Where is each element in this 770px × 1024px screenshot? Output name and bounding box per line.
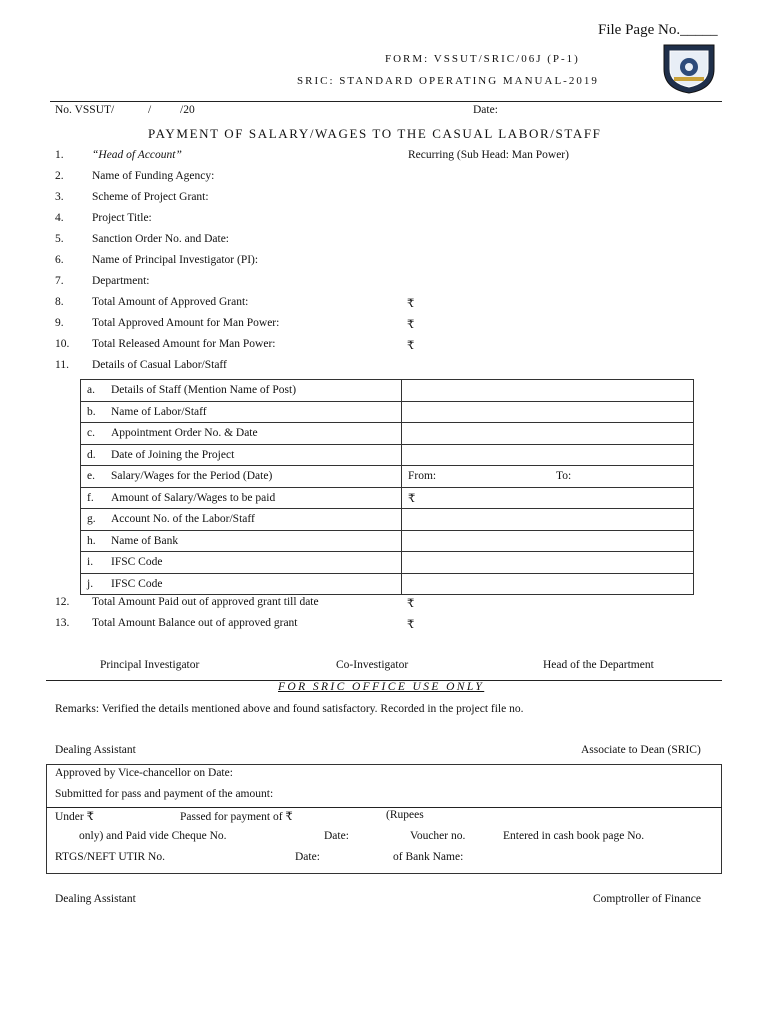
pi-name-label: Name of Principal Investigator (PI): <box>92 254 259 266</box>
table-row <box>81 380 694 402</box>
scheme-label: Scheme of Project Grant: <box>92 191 209 203</box>
row-value-field[interactable] <box>402 573 694 595</box>
cheque-date-label: Date: <box>324 830 349 842</box>
rupee-icon: ₹ <box>407 598 415 610</box>
comptroller-signature: Comptroller of Finance <box>593 893 701 905</box>
project-title-label: Project Title: <box>92 212 152 224</box>
row-label: Date of Joining the Project <box>111 448 235 461</box>
item-number: 10. <box>55 338 70 350</box>
head-of-account-label: “Head of Account” <box>92 149 182 161</box>
rtgs-label: RTGS/NEFT UTIR No. <box>55 851 165 863</box>
total-paid-label: Total Amount Paid out of approved grant till date <box>92 596 319 608</box>
footer-dealing-assistant: Dealing Assistant <box>55 893 136 905</box>
table-row <box>81 509 694 531</box>
amount-field[interactable] <box>402 487 694 509</box>
row-value-field[interactable] <box>402 423 694 445</box>
casual-labor-details-label: Details of Casual Labor/Staff <box>92 359 227 371</box>
item-number: 7. <box>55 275 64 287</box>
item-number: 11. <box>55 359 69 371</box>
dealing-assistant-signature: Dealing Assistant <box>55 744 136 756</box>
office-use-heading: FOR SRIC OFFICE USE ONLY <box>278 681 485 693</box>
row-label: Amount of Salary/Wages to be paid <box>111 491 276 504</box>
manual-title: SRIC: STANDARD OPERATING MANUAL-2019 <box>297 75 599 87</box>
department-label: Department: <box>92 275 150 287</box>
header-date: Date: <box>473 104 498 116</box>
total-balance-label: Total Amount Balance out of approved grant <box>92 617 298 629</box>
reference-number: No. VSSUT/ <box>55 104 115 116</box>
row-value-field[interactable] <box>402 444 694 466</box>
funding-agency-label: Name of Funding Agency: <box>92 170 215 182</box>
rupee-icon: ₹ <box>407 619 415 631</box>
row-letter: b. <box>87 405 96 418</box>
recurring-note: Recurring (Sub Head: Man Power) <box>408 149 569 161</box>
item-number: 4. <box>55 212 64 224</box>
voucher-label: Voucher no. <box>410 830 466 842</box>
reference-slash: / <box>148 104 152 116</box>
row-label: IFSC Code <box>111 577 163 590</box>
row-value-field[interactable] <box>402 552 694 574</box>
university-logo <box>660 43 718 95</box>
rupee-icon: ₹ <box>408 492 416 505</box>
table-row <box>81 401 694 423</box>
cashbook-label: Entered in cash book page No. <box>503 830 645 842</box>
remarks-text: Remarks: Verified the details mentioned above and found satisfactory. Recorded in the project file no. <box>55 703 524 715</box>
row-letter: g. <box>87 513 96 526</box>
table-row <box>81 552 694 574</box>
row-value-field[interactable] <box>402 530 694 552</box>
co-pi-signature: Co-Investigator <box>336 659 409 671</box>
item-number: 13. <box>55 617 70 629</box>
table-row <box>81 573 694 595</box>
row-letter: a. <box>87 384 95 397</box>
table-row <box>81 466 694 488</box>
row-letter: f. <box>87 491 94 504</box>
row-label: Account No. of the Labor/Staff <box>111 513 255 526</box>
row-letter: d. <box>87 448 96 461</box>
row-label: Name of Labor/Staff <box>111 405 207 418</box>
under-amount-label: Under ₹ <box>55 811 94 823</box>
item-number: 9. <box>55 317 64 329</box>
item-number: 8. <box>55 296 64 308</box>
approved-grant-label: Total Amount of Approved Grant: <box>92 296 249 308</box>
table-row <box>81 444 694 466</box>
row-value-field[interactable] <box>402 509 694 531</box>
pi-signature: Principal Investigator <box>100 659 200 671</box>
row-value-field[interactable] <box>402 401 694 423</box>
file-page-no: File Page No._____ <box>598 22 718 38</box>
rupee-icon: ₹ <box>407 319 415 331</box>
approved-manpower-label: Total Approved Amount for Man Power: <box>92 317 280 329</box>
rtgs-date-label: Date: <box>295 851 320 863</box>
associate-dean-signature: Associate to Dean (SRIC) <box>581 744 701 756</box>
row-letter: e. <box>87 470 95 483</box>
approved-by-label: Approved by Vice-chancellor on Date: <box>55 767 233 779</box>
table-row <box>81 487 694 509</box>
from-label: From: <box>408 470 437 483</box>
form-title: PAYMENT OF SALARY/WAGES TO THE CASUAL LABOR/STAFF <box>148 126 602 141</box>
item-number: 6. <box>55 254 64 266</box>
released-manpower-label: Total Released Amount for Man Power: <box>92 338 276 350</box>
table-row <box>81 530 694 552</box>
hod-signature: Head of the Department <box>543 659 654 671</box>
approval-divider <box>46 807 722 808</box>
item-number: 3. <box>55 191 64 203</box>
cheque-label: only) and Paid vide Cheque No. <box>79 830 227 842</box>
row-value-field[interactable] <box>402 380 694 402</box>
rupee-icon: ₹ <box>407 340 415 352</box>
rupee-icon: ₹ <box>407 298 415 310</box>
bank-name-label: of Bank Name: <box>393 851 464 863</box>
row-letter: h. <box>87 534 96 547</box>
row-letter: j. <box>87 577 94 590</box>
table-row <box>81 423 694 445</box>
row-label: IFSC Code <box>111 556 163 569</box>
item-number: 5. <box>55 233 64 245</box>
row-letter: i. <box>87 556 94 569</box>
rupees-words-label: (Rupees <box>386 809 424 821</box>
row-label: Details of Staff (Mention Name of Post) <box>111 384 297 397</box>
sanction-order-label: Sanction Order No. and Date: <box>92 233 230 245</box>
to-label: To: <box>556 470 572 483</box>
header-rule <box>50 101 722 102</box>
period-field[interactable] <box>402 466 694 488</box>
form-code: FORM: VSSUT/SRIC/06J (P-1) <box>385 53 580 65</box>
row-label: Appointment Order No. & Date <box>111 427 258 440</box>
item-number: 2. <box>55 170 64 182</box>
row-label: Salary/Wages for the Period (Date) <box>111 470 273 483</box>
item-number: 12. <box>55 596 70 608</box>
staff-details-table <box>80 379 694 595</box>
row-label: Name of Bank <box>111 534 179 547</box>
passed-amount-label: Passed for payment of ₹ <box>180 811 293 823</box>
row-letter: c. <box>87 427 95 440</box>
reference-year: /20 <box>180 104 195 116</box>
submitted-label: Submitted for pass and payment of the amount: <box>55 788 274 800</box>
item-number: 1. <box>55 149 64 161</box>
